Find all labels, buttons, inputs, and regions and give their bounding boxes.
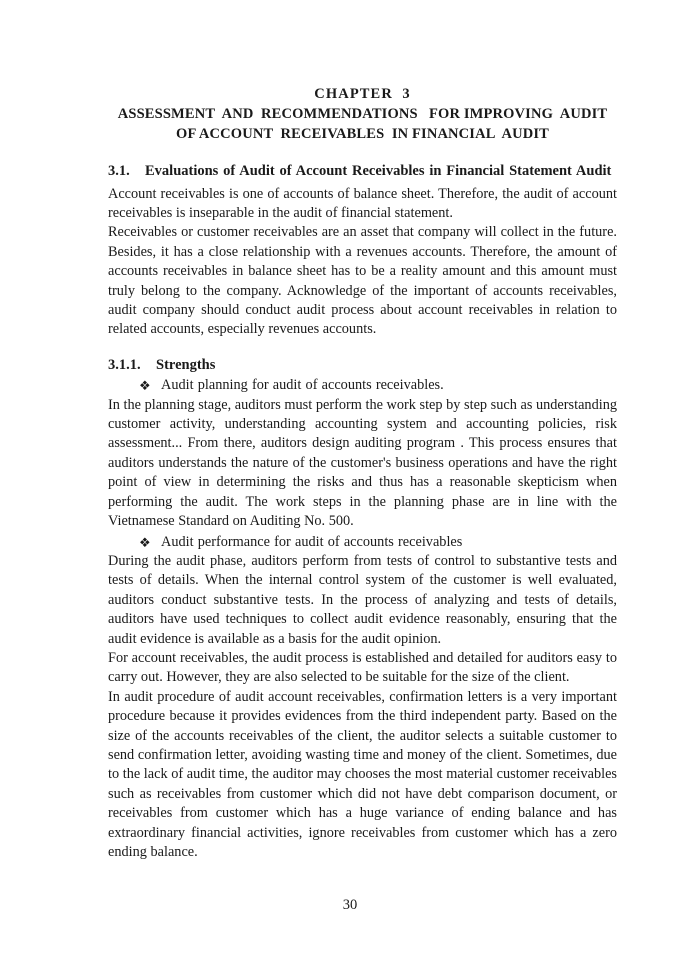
section-heading-3-1-1 (108, 356, 617, 376)
section-number-3-1-1: 3.1.1. (108, 356, 141, 373)
page-content (108, 84, 617, 862)
chapter-title-block (108, 84, 617, 144)
paragraph-confirmation-letters: In audit procedure of audit account receivables, confirmation letters is a very important procedure because it provides evidences from the third independent party. Based on the size of the accounts receivables of the client, the auditor selects a suitable customer to send confirmation letter, avoiding wasting time and money of the client. Sometimes, due to the lack of audit time, the auditor may chooses the most material customer receivables such as receivables from customer which did not have debt comparison document, or receivables from customer which has a huge variance of ending balance and has extraordinary financial activities, ignore receivables from customer which has a zero ending balance. (108, 688, 617, 860)
paragraph-3-1-1: Account receivables is one of accounts of balance sheet. Therefore, the audit of account receivables is inseparable in the audit of financial statement. (108, 185, 617, 221)
paragraph-audit-phase: During the audit phase, auditors perform from tests of control to substantive tests and tests of details. When the internal control system of the customer is well evaluated, auditors conduct substantive tests. In the process of analyzing and tests of details, auditors have used techniques to collect audit evidence reasonably, ensuring that the audit evidence is available as a basis for the audit opinion. (108, 552, 617, 647)
paragraph-planning-stage: In the planning stage, auditors must perform the work step by step such as understanding customer activity, understanding accounting system and accounting policies, risk assessment... From there, auditors design auditing program . This process ensures that auditors understands the nature of the customer's business operations and have the right point of view in determining the risks and thus has a reasonable skepticism when performing the audit. The work steps in the planning phase are in line with the Vietnamese Standard on Auditing No. 500. (108, 396, 617, 530)
bullet-item-audit-planning (108, 376, 617, 395)
chapter-title-line-2: ASSESSMENT AND RECOMMENDATIONS FOR IMPROVING AUDIT (117, 106, 608, 122)
section-title-3-1: Evaluations of Audit of Account Receivables in Financial Statement Audit (145, 163, 612, 179)
bullet-item-audit-performance (108, 533, 617, 552)
paragraph-3-1-2: Receivables or customer receivables are an asset that company will collect in the future. Besides, it has a close relationship with a revenues accounts. Therefore, the amount of accounts receivables in balance sheet has to be a reality amount and this amount must truly belong to the company. Acknowledge of the important of accounts receivables, audit company should conduct audit process about account receivables in relation to related accounts, especially revenues accounts. (108, 224, 617, 338)
diamond-bullet-icon: ❖ (139, 534, 151, 550)
diamond-bullet-icon: ❖ (139, 378, 151, 394)
section-heading-3-1 (108, 162, 617, 182)
paragraph-audit-process: For account receivables, the audit process is established and detailed for auditors easy to carry out. However, they are also selected to be suitable for the size of the client. (108, 649, 617, 686)
chapter-title-line-1: CHAPTER 3 (314, 86, 411, 102)
section-number-3-1: 3.1. (108, 163, 130, 179)
section-title-3-1-1: Strengths (156, 356, 216, 373)
bullet-label-audit-planning: Audit planning for audit of accounts receivables. (161, 377, 444, 394)
bullet-label-audit-performance: Audit performance for audit of accounts receivables (161, 533, 463, 550)
chapter-title-line-3: OF ACCOUNT RECEIVABLES IN FINANCIAL AUDIT (176, 126, 549, 142)
page-number: 30 (342, 897, 358, 913)
